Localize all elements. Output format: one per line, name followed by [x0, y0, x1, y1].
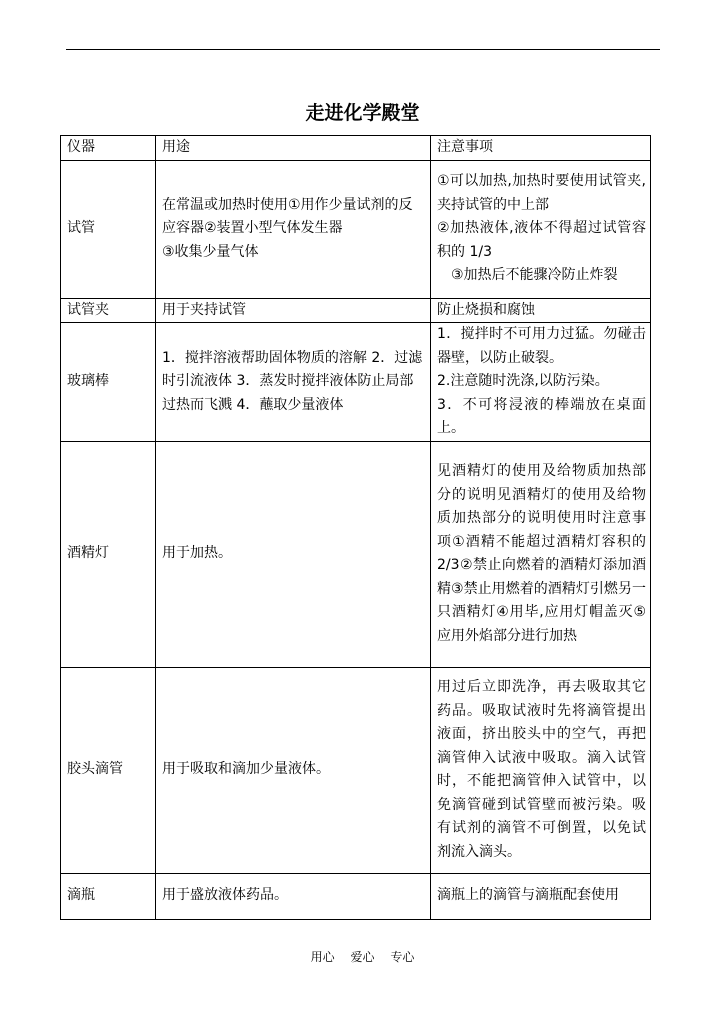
instrument-notes: 滴瓶上的滴管与滴瓶配套使用: [431, 873, 651, 919]
table-row: [61, 323, 651, 442]
table-row: [61, 441, 651, 667]
page-footer: [0, 948, 725, 966]
instrument-name: 滴瓶: [61, 873, 156, 919]
footer-word: 用心: [310, 950, 335, 964]
instrument-name: 玻璃棒: [61, 323, 156, 442]
notes-line: ①可以加热,加热时要使用试管夹,夹持试管的中上部: [437, 173, 646, 213]
instrument-name: 胶头滴管: [61, 667, 156, 873]
header-notes: 注意事项: [431, 136, 651, 161]
use-line: 在常温或加热时使用①用作少量试剂的反应容器②装置小型气体发生器: [162, 196, 413, 237]
table-row: [61, 298, 651, 323]
instrument-use: 用于加热。: [156, 441, 431, 667]
header-instrument: 仪器: [61, 136, 156, 161]
instrument-notes: 见酒精灯的使用及给物质加热部分的说明见酒精灯的使用及给物质加热部分的说明使用时注意事项①酒精不能超过酒精灯容积的 2/3②禁止向燃着的酒精灯添加酒精③禁止用燃着的酒精灯引燃另一只酒精灯④用毕,应用灯帽盖灭⑤应用外焰部分进行加热: [431, 441, 651, 667]
instrument-notes: 防止烧损和腐蚀: [431, 298, 651, 323]
header-rule: [66, 49, 660, 50]
table-row: [61, 667, 651, 873]
table-row: [61, 160, 651, 298]
table-row: [61, 873, 651, 919]
header-use: 用途: [156, 136, 431, 161]
notes-line: 2.注意随时洗涤,以防污染。: [437, 373, 609, 389]
instrument-use: 用于盛放液体药品。: [156, 873, 431, 919]
instrument-name: 试管夹: [61, 298, 156, 323]
instrument-notes: [431, 160, 651, 298]
notes-line: 3．不可将浸液的棒端放在桌面上。: [437, 396, 646, 436]
instrument-use: 1．搅拌溶液帮助固体物质的溶解 2．过滤时引流液体 3．蒸发时搅拌液体防止局部过热而飞溅 4．蘸取少量液体: [156, 323, 431, 442]
notes-line: 1．搅拌时不可用力过猛。勿碰击器壁，以防止破裂。: [437, 326, 646, 366]
instrument-notes: 用过后立即洗净，再去吸取其它药品。吸取试液时先将滴管提出液面，挤出胶头中的空气，再把滴管伸入试液中吸取。滴入试管时，不能把滴管伸入试管中，以免滴管碰到试管壁而被污染。吸有试剂的滴管不可倒置，以免试剂流入滴头。: [431, 667, 651, 873]
instrument-use: 用于吸取和滴加少量液体。: [156, 667, 431, 873]
instrument-notes: [431, 323, 651, 442]
document-title: 走进化学殿堂: [305, 102, 420, 124]
notes-line: ②加热液体,液体不得超过试管容积的 1/3: [437, 220, 646, 260]
notes-line: ③加热后不能骤冷防止炸裂: [451, 267, 618, 284]
instrument-table: [60, 135, 651, 920]
instrument-use: [156, 160, 431, 298]
table-header-row: [61, 136, 651, 161]
instrument-use: 用于夹持试管: [156, 298, 431, 323]
footer-word: 专心: [390, 950, 415, 964]
instrument-name: 试管: [61, 160, 156, 298]
footer-word: 爱心: [350, 950, 375, 964]
use-line: ③收集少量气体: [162, 243, 259, 260]
instrument-name: 酒精灯: [61, 441, 156, 667]
